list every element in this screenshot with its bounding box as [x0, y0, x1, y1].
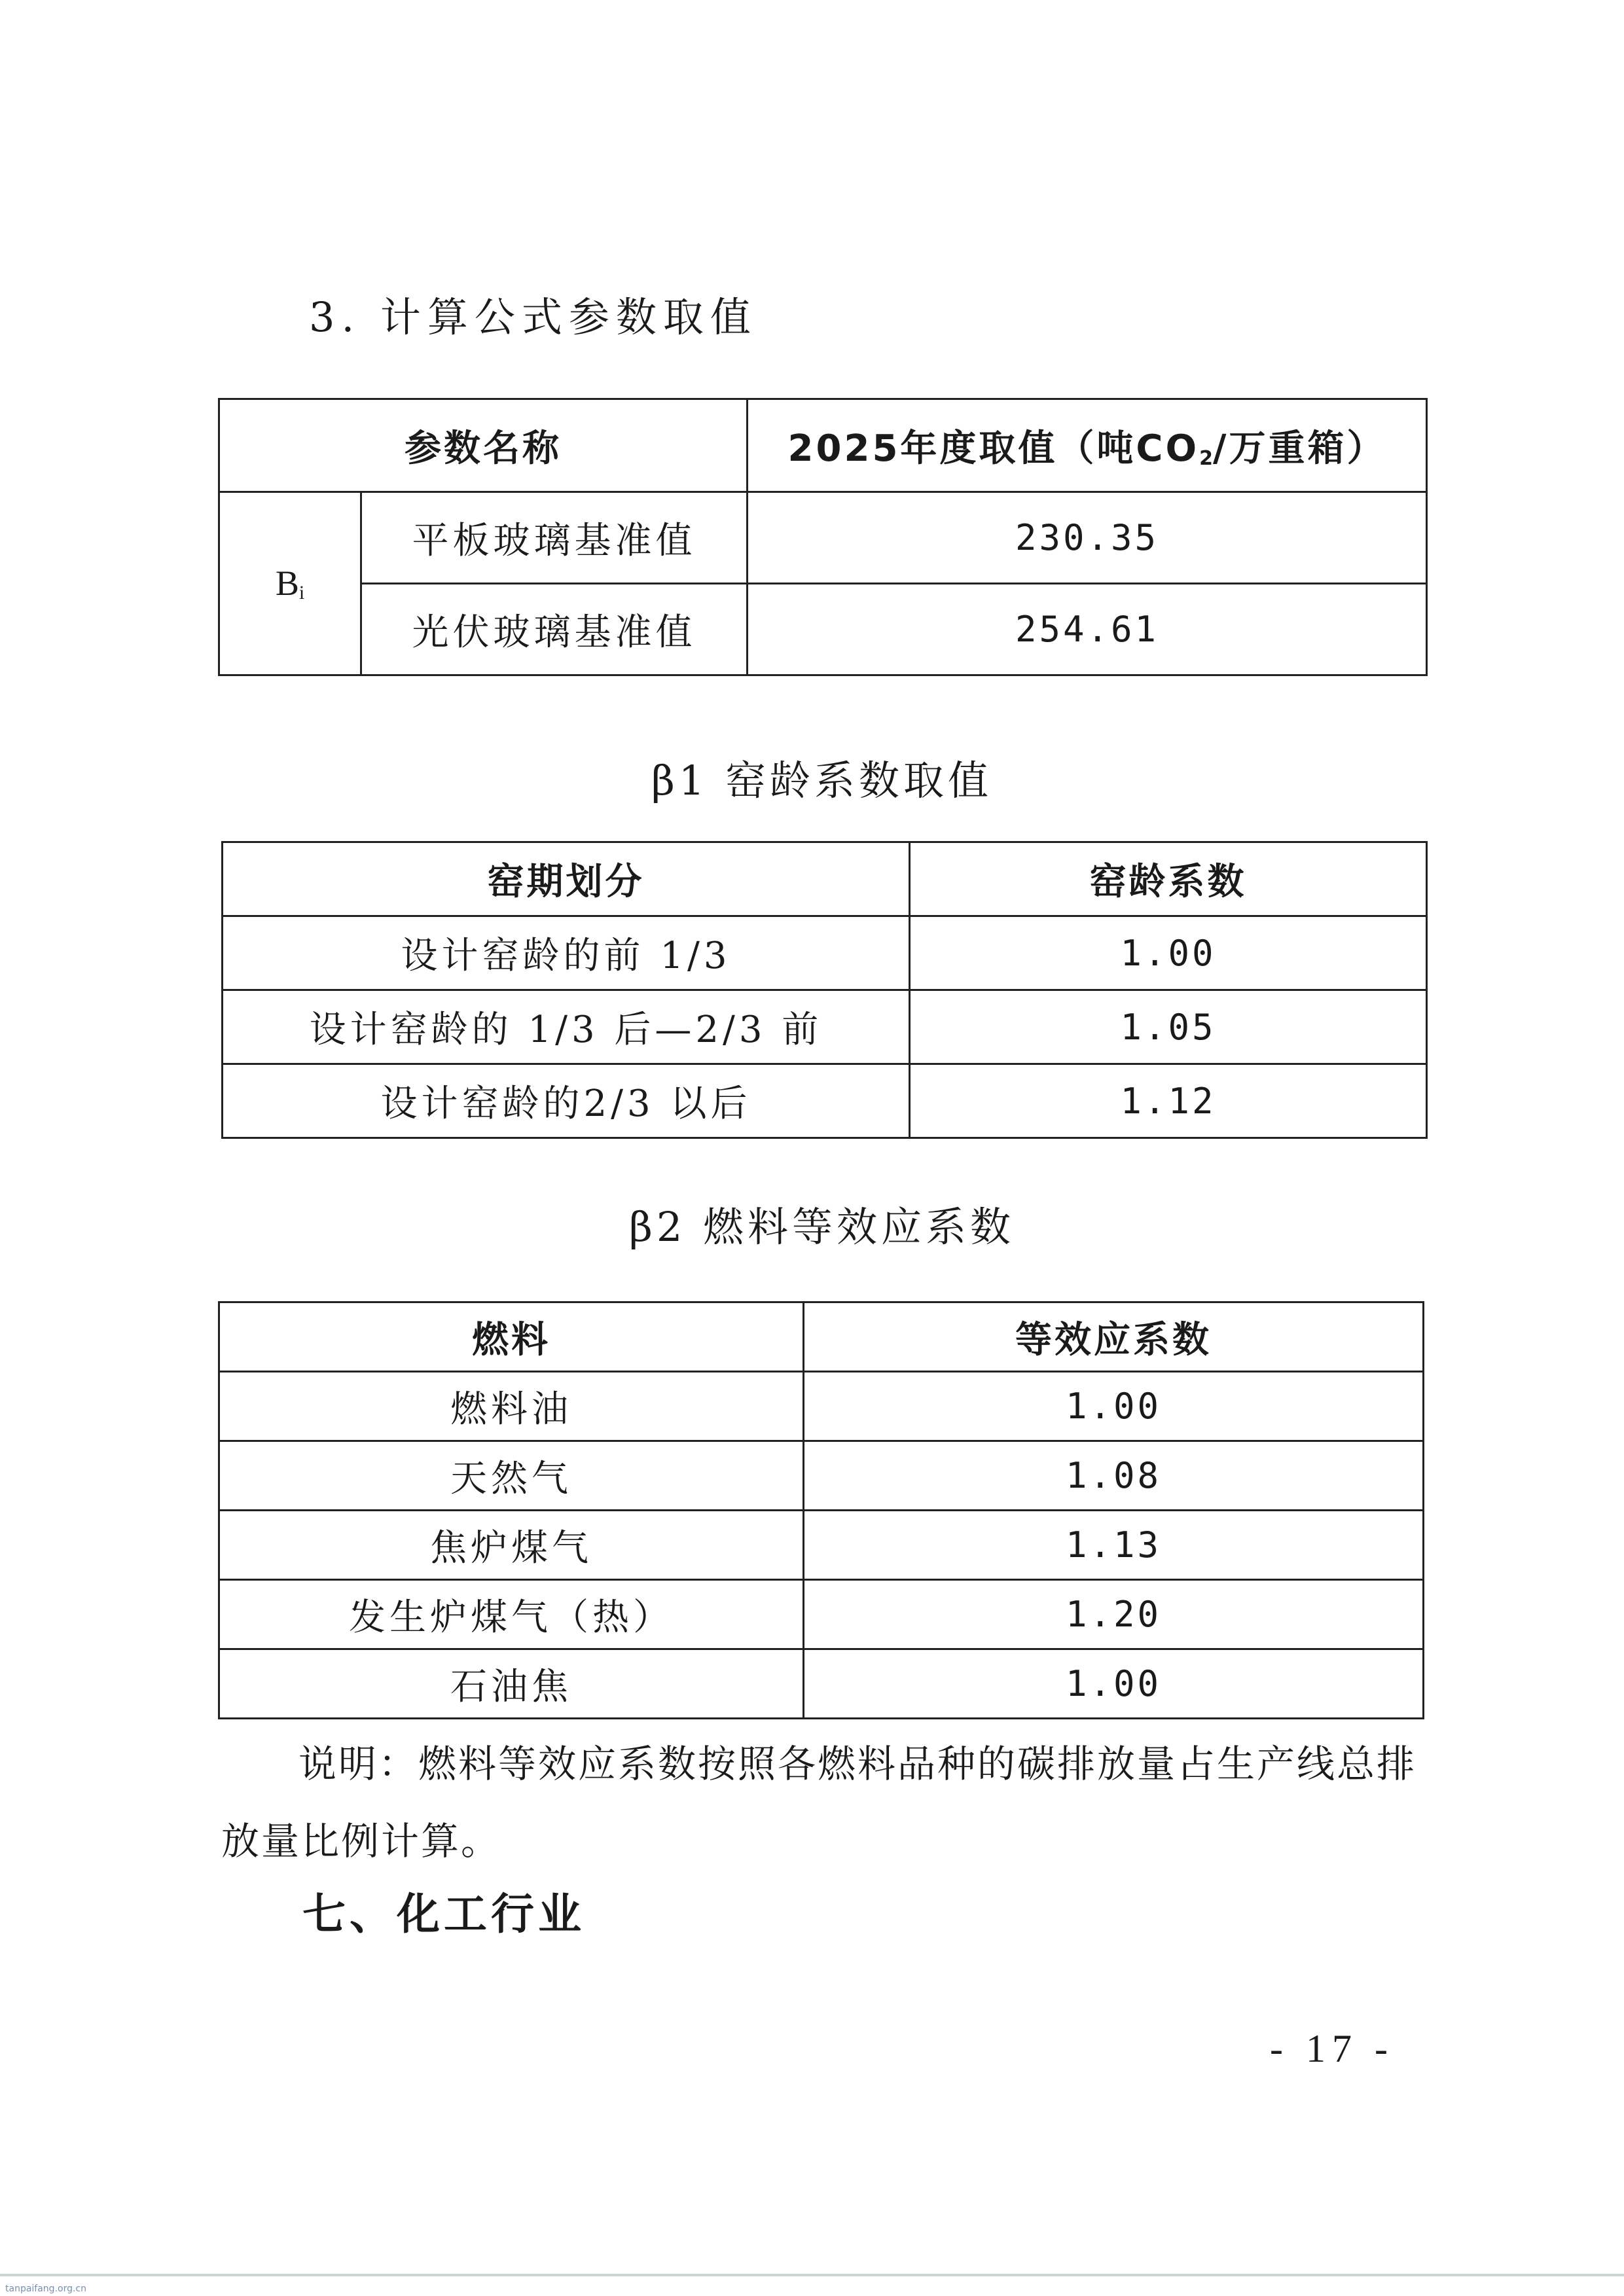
fuel-name-cell: 发生炉煤气（热）: [219, 1580, 804, 1649]
parameter-table: [218, 398, 1428, 676]
table-row: [219, 1441, 1424, 1511]
kiln-age-caption: β1 窑龄系数取值: [651, 757, 992, 804]
header-kiln-coef: 窑龄系数: [910, 842, 1427, 916]
kiln-coef-cell: 1.05: [910, 990, 1427, 1064]
scan-edge-divider: [0, 2274, 1624, 2276]
header-fuel: 燃料: [219, 1302, 804, 1372]
kiln-period-cell: 设计窑龄的2/3 以后: [223, 1064, 910, 1138]
fuel-name-cell: 焦炉煤气: [219, 1511, 804, 1580]
fuel-coef-cell: 1.13: [804, 1511, 1424, 1580]
fuel-coef-table: [218, 1301, 1424, 1719]
kiln-age-table: [221, 841, 1428, 1139]
header-fuel-coef: 等效应系数: [804, 1302, 1424, 1372]
table-row: [219, 1580, 1424, 1649]
table-header-row: [219, 1302, 1424, 1372]
page-number: - 17 -: [1270, 2027, 1394, 2070]
table-row: [219, 1372, 1424, 1441]
kiln-coef-cell: 1.12: [910, 1064, 1427, 1138]
header-value-2025: 2025年度取值（吨$CO_2/$万重箱）: [748, 399, 1427, 492]
fuel-coef-cell: 1.00: [804, 1649, 1424, 1719]
table-header-row: [219, 399, 1427, 492]
param-name-cell: 光伏玻璃基准值: [361, 584, 748, 675]
param-symbol-bi: $B_i$: [219, 492, 361, 675]
table-row: [219, 584, 1427, 675]
fuel-coef-cell: 1.00: [804, 1372, 1424, 1441]
kiln-coef-cell: 1.00: [910, 916, 1427, 990]
table-row: [219, 1649, 1424, 1719]
fuel-name-cell: 天然气: [219, 1441, 804, 1511]
kiln-period-cell: 设计窑龄的前 1/3: [223, 916, 910, 990]
table-row: [223, 990, 1427, 1064]
table-header-row: [223, 842, 1427, 916]
section-heading: 3. 计算公式参数取值: [309, 293, 757, 341]
fuel-coef-cell: 1.08: [804, 1441, 1424, 1511]
fuel-name-cell: 燃料油: [219, 1372, 804, 1441]
kiln-period-cell: 设计窑龄的 1/3 后—2/3 前: [223, 990, 910, 1064]
table-row: [223, 1064, 1427, 1138]
fuel-coef-caption: β2 燃料等效应系数: [629, 1203, 1015, 1251]
param-name-cell: 平板玻璃基准值: [361, 492, 748, 584]
table-row: [223, 916, 1427, 990]
header-param-name: 参数名称: [219, 399, 748, 492]
header-kiln-period: 窑期划分: [223, 842, 910, 916]
table-row: [219, 492, 1427, 584]
chapter-heading: 七、化工行业: [302, 1889, 585, 1939]
fuel-coef-cell: 1.20: [804, 1580, 1424, 1649]
fuel-name-cell: 石油焦: [219, 1649, 804, 1719]
param-value-cell: 230.35: [748, 492, 1427, 584]
table-note: 说明：燃料等效应系数按照各燃料品种的碳排放量占生产线总排放量比例计算。: [221, 1742, 1417, 1863]
watermark-text: tanpaifang.org.cn: [5, 2284, 86, 2294]
param-value-cell: 254.61: [748, 584, 1427, 675]
table-row: [219, 1511, 1424, 1580]
